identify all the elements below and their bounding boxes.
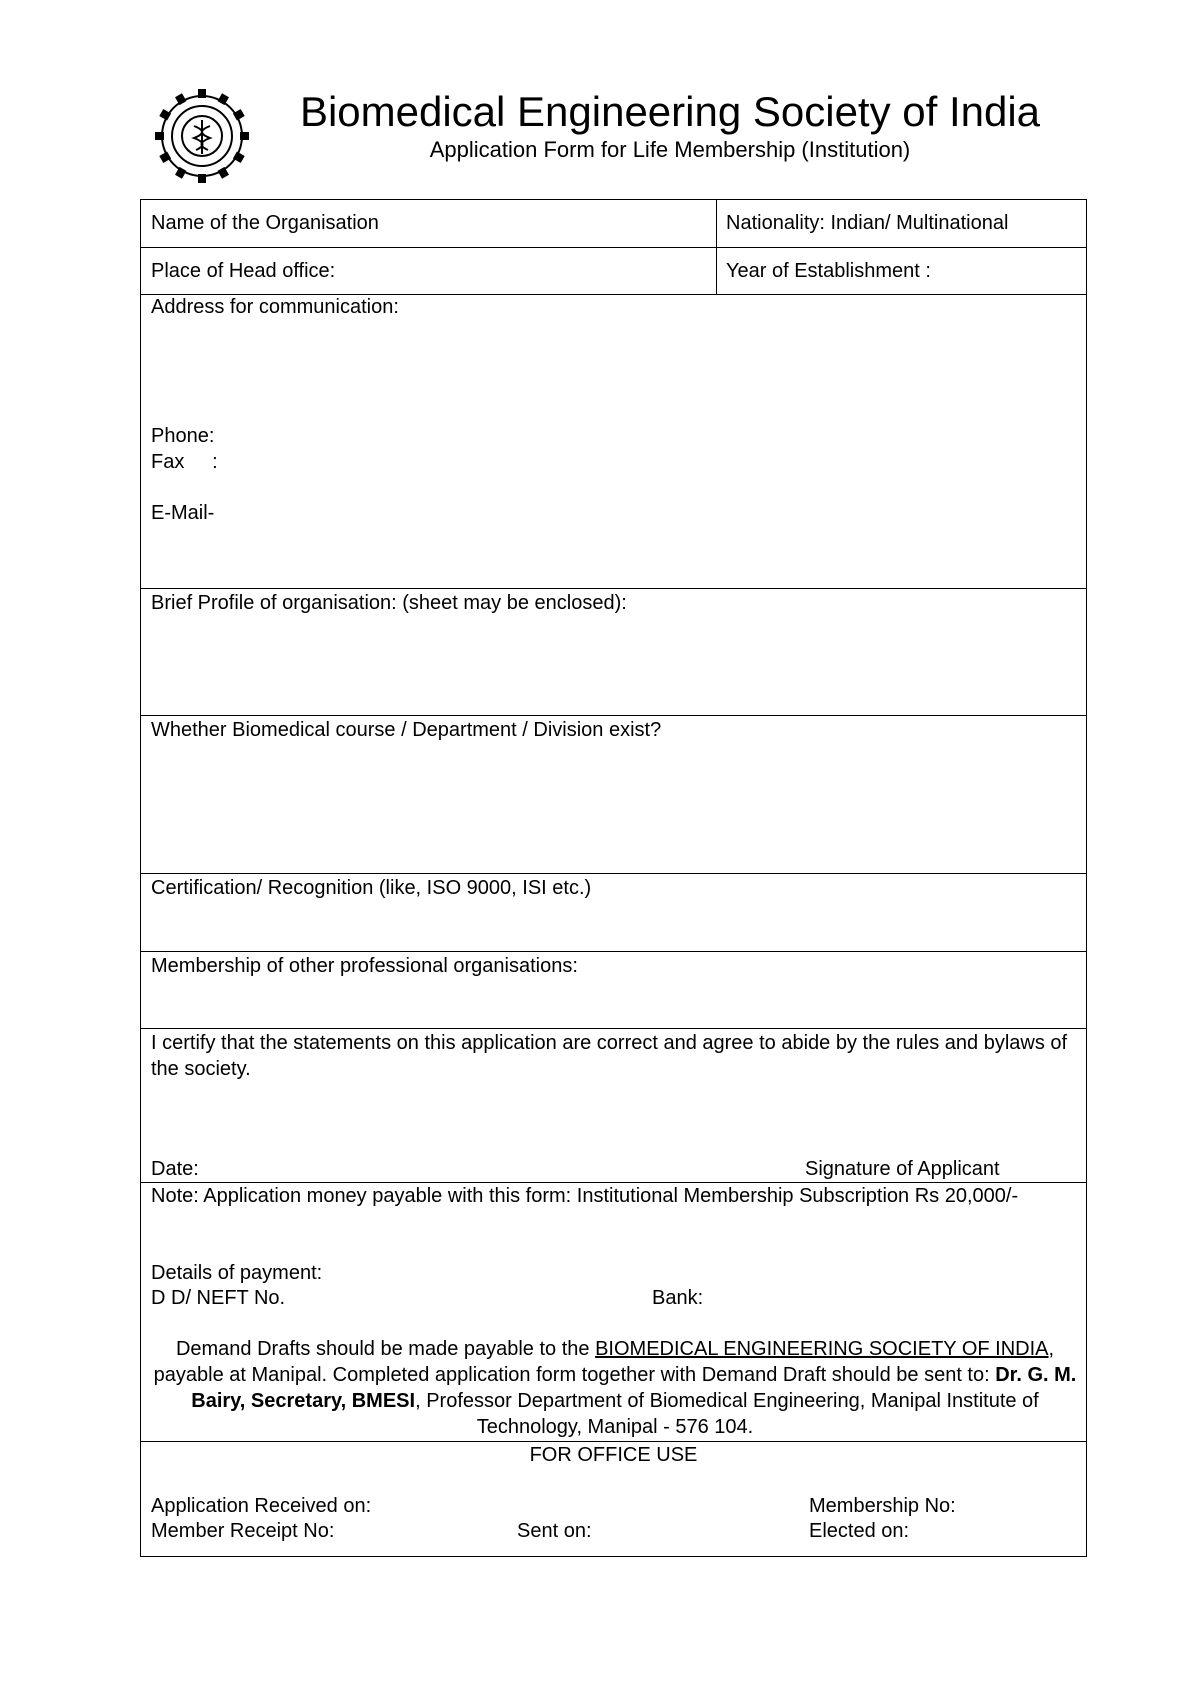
society-emblem-icon — [152, 86, 252, 186]
phone-field[interactable]: Phone: — [151, 425, 215, 447]
biomedical-dept-field[interactable]: Whether Biomedical course / Department / Division exist? — [151, 719, 662, 741]
payee-name: BIOMEDICAL ENGINEERING SOCIETY OF INDIA — [595, 1338, 1049, 1360]
sent-on-field[interactable]: Sent on: — [517, 1520, 592, 1542]
certification-statement: I certify that the statements on this application are correct and agree to abide by the rules and bylaws of the society. — [151, 1032, 1068, 1080]
application-received-field[interactable]: Application Received on: — [151, 1495, 372, 1517]
other-membership-field[interactable]: Membership of other professional organisations: — [151, 955, 578, 977]
payment-note: Note: Application money payable with this form: Institutional Membership Subscription Rs 20,000/- — [151, 1185, 1019, 1207]
date-field[interactable]: Date: — [151, 1158, 199, 1180]
column-divider — [716, 200, 717, 294]
signature-field[interactable]: Signature of Applicant — [805, 1158, 1000, 1180]
row-divider — [141, 588, 1086, 589]
head-office-field[interactable]: Place of Head office: — [151, 260, 336, 282]
row-divider — [141, 715, 1086, 716]
application-form — [140, 199, 1087, 1557]
receipt-number-field[interactable]: Member Receipt No: — [151, 1520, 335, 1542]
demand-text-1: Demand Drafts should be made payable to the — [175, 1338, 596, 1360]
office-use-heading: FOR OFFICE USE — [529, 1444, 698, 1466]
row-divider — [141, 873, 1086, 874]
fax-field[interactable]: Fax : — [151, 451, 218, 473]
address-field[interactable]: Address for communication: — [151, 296, 399, 318]
org-name-field[interactable]: Name of the Organisation — [151, 212, 379, 234]
payment-details-label: Details of payment: — [151, 1262, 323, 1284]
email-field[interactable]: E-Mail- — [151, 502, 215, 524]
nationality-field[interactable]: Nationality: Indian/ Multinational — [726, 212, 1009, 234]
demand-draft-instructions — [151, 1336, 1079, 1440]
profile-field[interactable]: Brief Profile of organisation: (sheet may be enclosed): — [151, 592, 627, 614]
page-subtitle: Application Form for Life Membership (Institution) — [429, 137, 911, 162]
dd-number-field[interactable]: D D/ NEFT No. — [151, 1287, 286, 1309]
row-divider — [141, 951, 1086, 952]
membership-number-field[interactable]: Membership No: — [809, 1495, 956, 1517]
demand-text-2: , payable at Manipal. Completed application form together with Demand Draft should be sent to: — [153, 1338, 1055, 1386]
row-divider — [141, 247, 1086, 248]
secretary-contact: Dr. G. M. Bairy, Secretary, BMESI — [191, 1364, 1077, 1412]
year-established-field[interactable]: Year of Establishment : — [726, 260, 931, 282]
certification-field[interactable]: Certification/ Recognition (like, ISO 9000, ISI etc.) — [151, 877, 592, 899]
elected-on-field[interactable]: Elected on: — [809, 1520, 910, 1542]
page-title: Biomedical Engineering Society of India — [299, 88, 1041, 135]
row-divider — [141, 1028, 1086, 1029]
demand-text-3: , Professor Department of Biomedical Engineering, Manipal Institute of Technology, Manipal - 576 104. — [415, 1390, 1039, 1438]
bank-field[interactable]: Bank: — [652, 1287, 704, 1309]
